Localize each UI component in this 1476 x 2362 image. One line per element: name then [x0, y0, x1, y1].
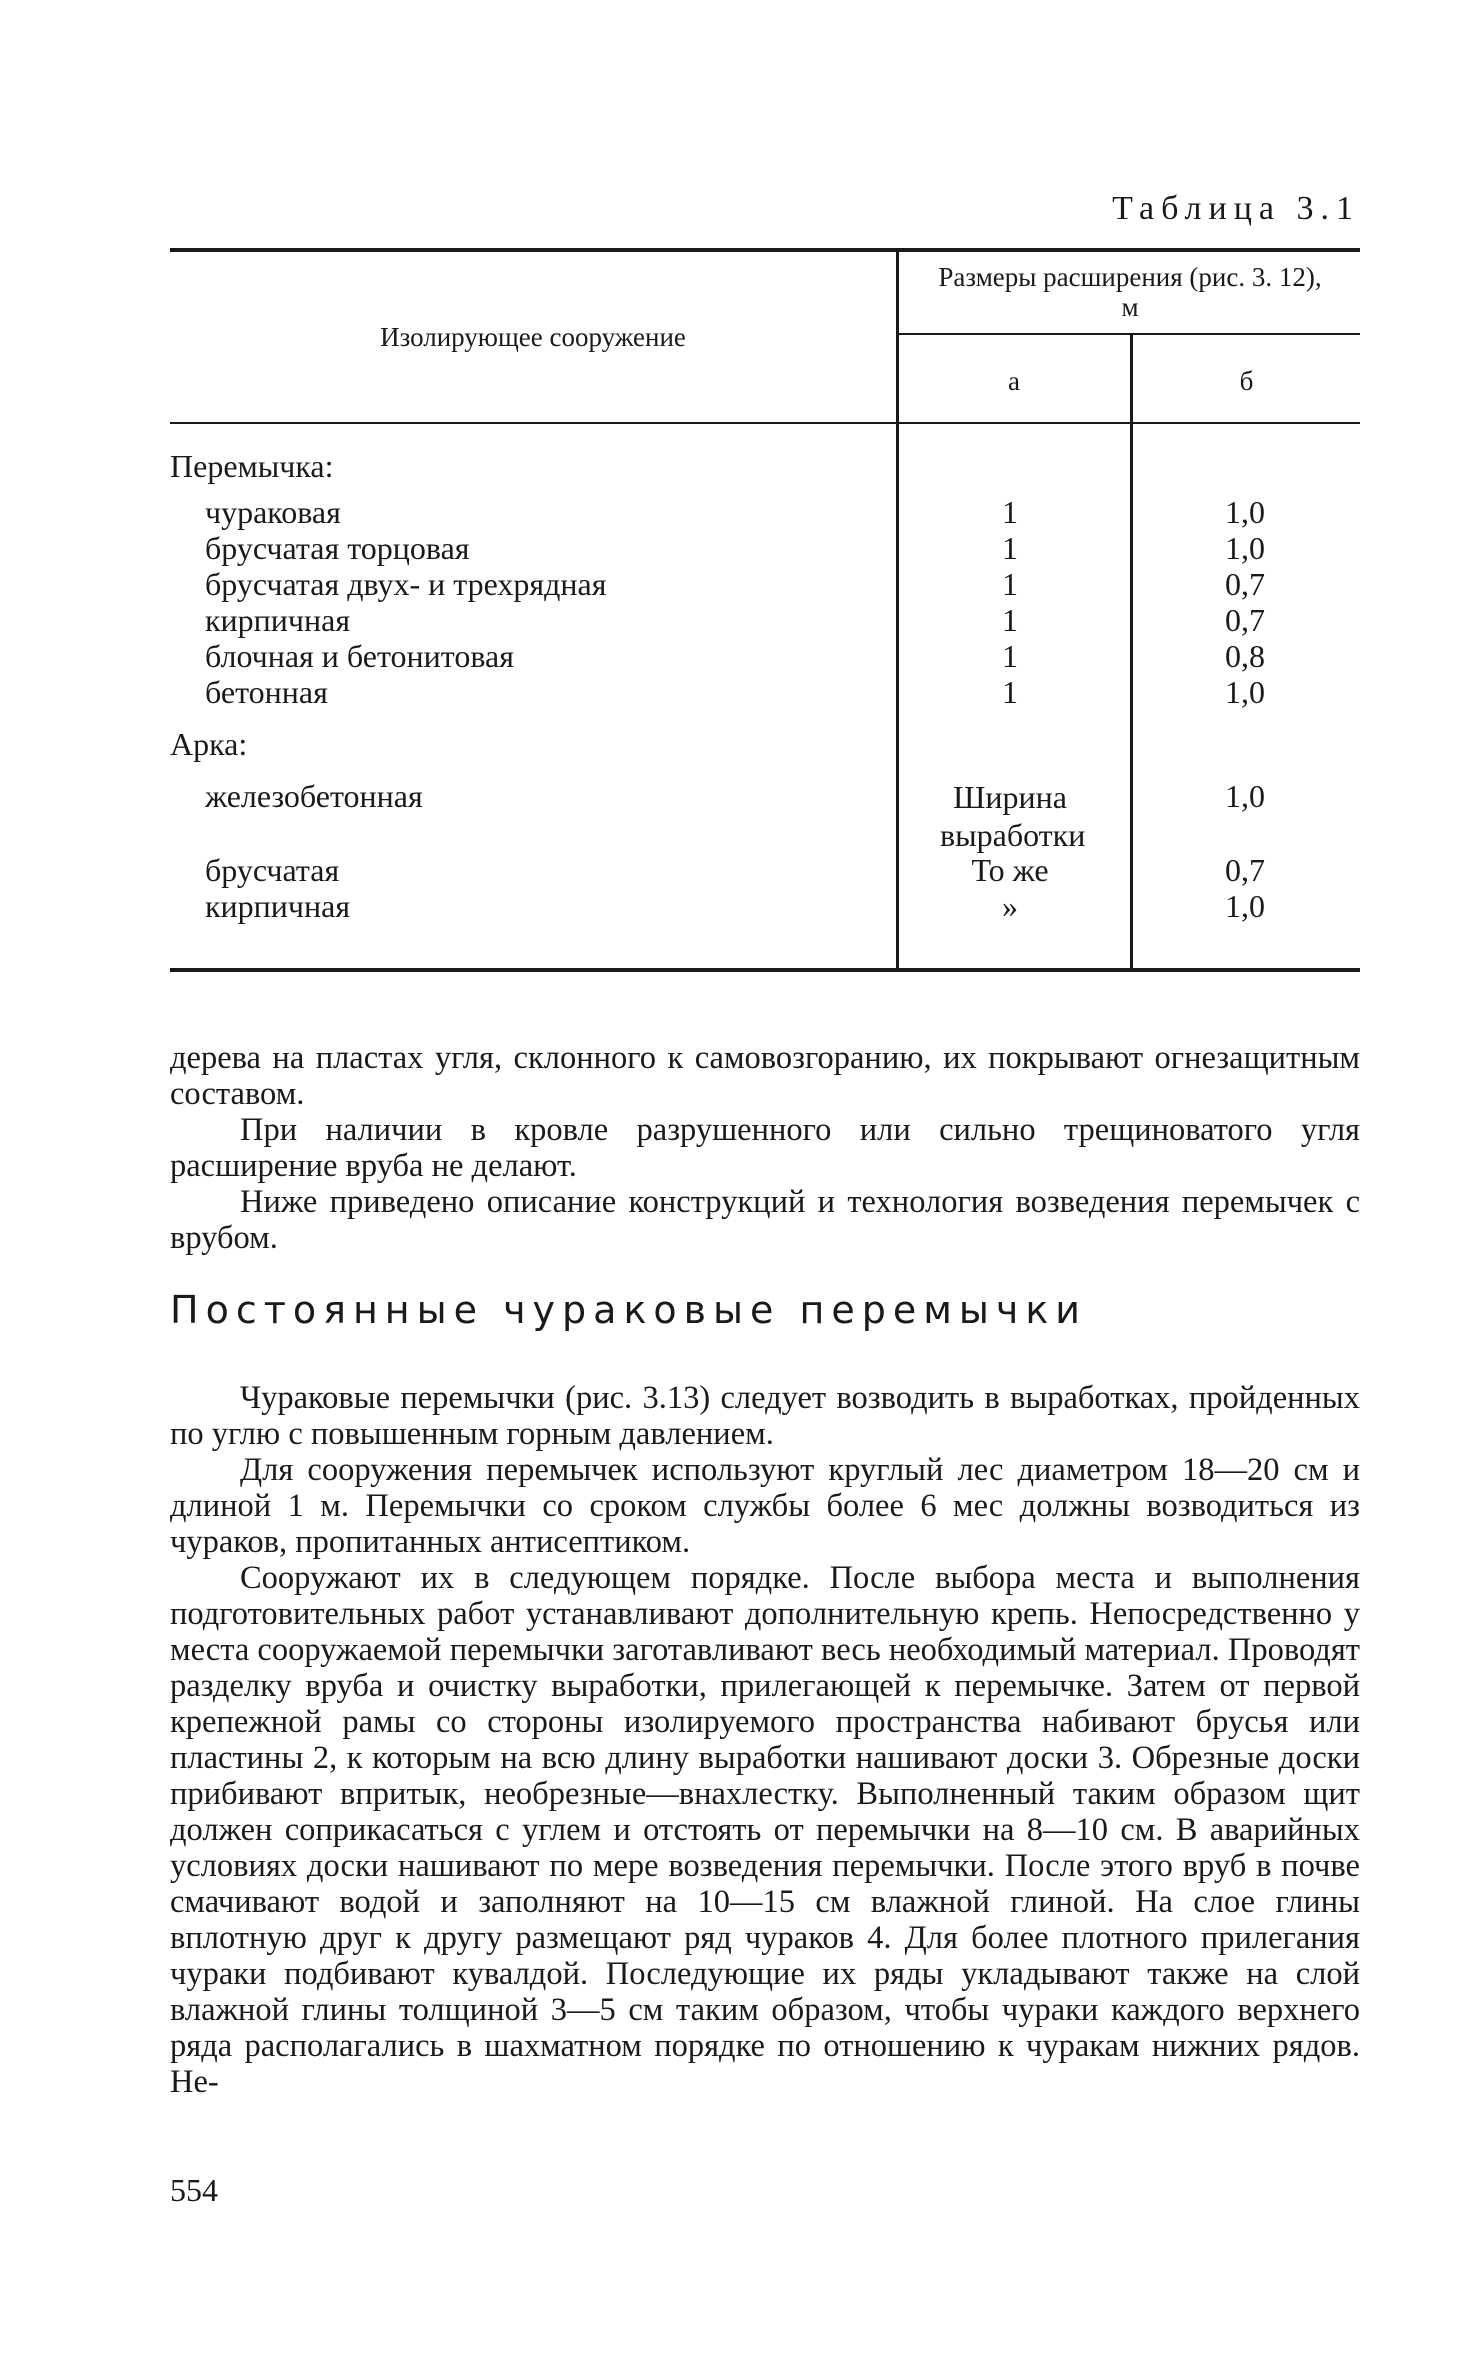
table-row — [170, 888, 1360, 924]
table-caption: Таблица 3.1 — [1112, 190, 1360, 227]
row-value-b: 1,0 — [1225, 494, 1265, 530]
row-value-b: 0,7 — [1225, 566, 1265, 602]
row-name: кирпичная — [205, 888, 351, 924]
table-header-bottom-rule — [170, 422, 1360, 424]
paragraph: Для сооружения перемычек используют круглый лес диаметром 18—20 см и длиной 1 м. Перемычки со сроком службы более 6 мес должны возводиться из чураков, пропитанных антисептиком. — [170, 1452, 1360, 1560]
group-title: Перемычка: — [170, 448, 334, 484]
table-row — [170, 602, 1360, 638]
table-row — [170, 494, 1360, 530]
row-value-a: 1 — [1002, 530, 1018, 566]
page-number: 554 — [170, 2172, 218, 2208]
row-value-a: 1 — [1002, 674, 1018, 710]
row-name: чураковая — [205, 494, 341, 530]
row-name: бетонная — [205, 674, 328, 710]
text-block-top — [170, 1040, 1360, 1256]
group-title: Арка: — [170, 726, 248, 762]
row-value-b: 0,7 — [1225, 602, 1265, 638]
table-row — [170, 674, 1360, 710]
paragraph: Чураковые перемычки (рис. 3.13) следует возводить в выработках, пройденных по углю с повышенным горным давлением. — [170, 1380, 1360, 1452]
section-title: Постоянные чураковые перемычки — [170, 1288, 1088, 1332]
header-col-a: а — [1008, 366, 1020, 396]
paragraph: Сооружают их в следующем порядке. После выбора места и выполнения подготовительных работ устанавливают дополнительную крепь. Непосредственно у места сооружаемой перемычки заготавливают весь необходимый материал. Проводят разделку вруба и очистку выработки, прилегающей к перемычке. Затем от первой крепежной рамы со стороны изолируемого пространства набивают брусья или пластины 2, к которым на всю длину выработки нашивают доски 3. Обрезные доски прибивают впритык, необрезные—внахлестку. Выполненный таким образом щит должен соприкасаться с углем и отстоять от перемычки на 8—10 см. В аварийных условиях доски нашивают по мере возведения перемычки. После этого вруб в почве смачивают водой и заполняют на 10—15 см влажной глиной. На слое глины вплотную друг к другу размещают ряд чураков 4. Для более плотного прилегания чураки подбивают кувалдой. Последующие их ряды укладывают также на слой влажной глины толщиной 3—5 см таким образом, чтобы чураки каждого верхнего ряда располагались в шахматном порядке по отношению к чуракам нижних рядов. Не- — [170, 1560, 1360, 2100]
table-row — [170, 566, 1360, 602]
row-value-a: 1 — [1002, 566, 1018, 602]
row-value-a: 1 — [1002, 602, 1018, 638]
row-name: брусчатая двух- и трехрядная — [205, 566, 607, 602]
group-title-row — [170, 726, 1360, 762]
table-top-rule — [170, 248, 1360, 252]
table-header-split-rule — [898, 333, 1360, 335]
row-value-a: 1 — [1002, 638, 1018, 674]
paragraph: При наличии в кровле разрушенного или сильно трещиноватого угля расширение вруба не делают. — [170, 1112, 1360, 1184]
row-name: брусчатая торцовая — [205, 530, 470, 566]
table-row — [170, 852, 1360, 888]
row-value-b: 0,8 — [1225, 638, 1265, 674]
row-value-a: То же — [971, 852, 1049, 888]
row-value-a: » — [1002, 888, 1018, 924]
row-name: блочная и бетонитовая — [205, 638, 514, 674]
paragraph: Ниже приведено описание конструкций и технология возведения перемычек с врубом. — [170, 1184, 1360, 1256]
text-block-section — [170, 1380, 1360, 2100]
header-structure: Изолирующее сооружение — [380, 322, 686, 352]
group-title-row — [170, 448, 1360, 484]
row-value-b: 1,0 — [1225, 778, 1265, 814]
table-row — [170, 638, 1360, 674]
header-dimensions: Размеры расширения (рис. 3. 12), м — [938, 262, 1322, 322]
table-bottom-rule — [170, 968, 1360, 972]
row-name: железобетонная — [205, 778, 423, 814]
row-name: кирпичная — [205, 602, 351, 638]
paragraph: дерева на пластах угля, склонного к самовозгоранию, их покрывают огнезащитным составом. — [170, 1040, 1360, 1112]
row-value-a: 1 — [1002, 494, 1018, 530]
row-value-b: 0,7 — [1225, 852, 1265, 888]
table-row — [170, 778, 1360, 853]
row-name: брусчатая — [205, 852, 340, 888]
table-row — [170, 530, 1360, 566]
row-value-b: 1,0 — [1225, 888, 1265, 924]
row-value-a: Ширина выработки — [940, 779, 1086, 853]
row-value-b: 1,0 — [1225, 674, 1265, 710]
row-value-b: 1,0 — [1225, 530, 1265, 566]
header-col-b: б — [1239, 366, 1254, 396]
